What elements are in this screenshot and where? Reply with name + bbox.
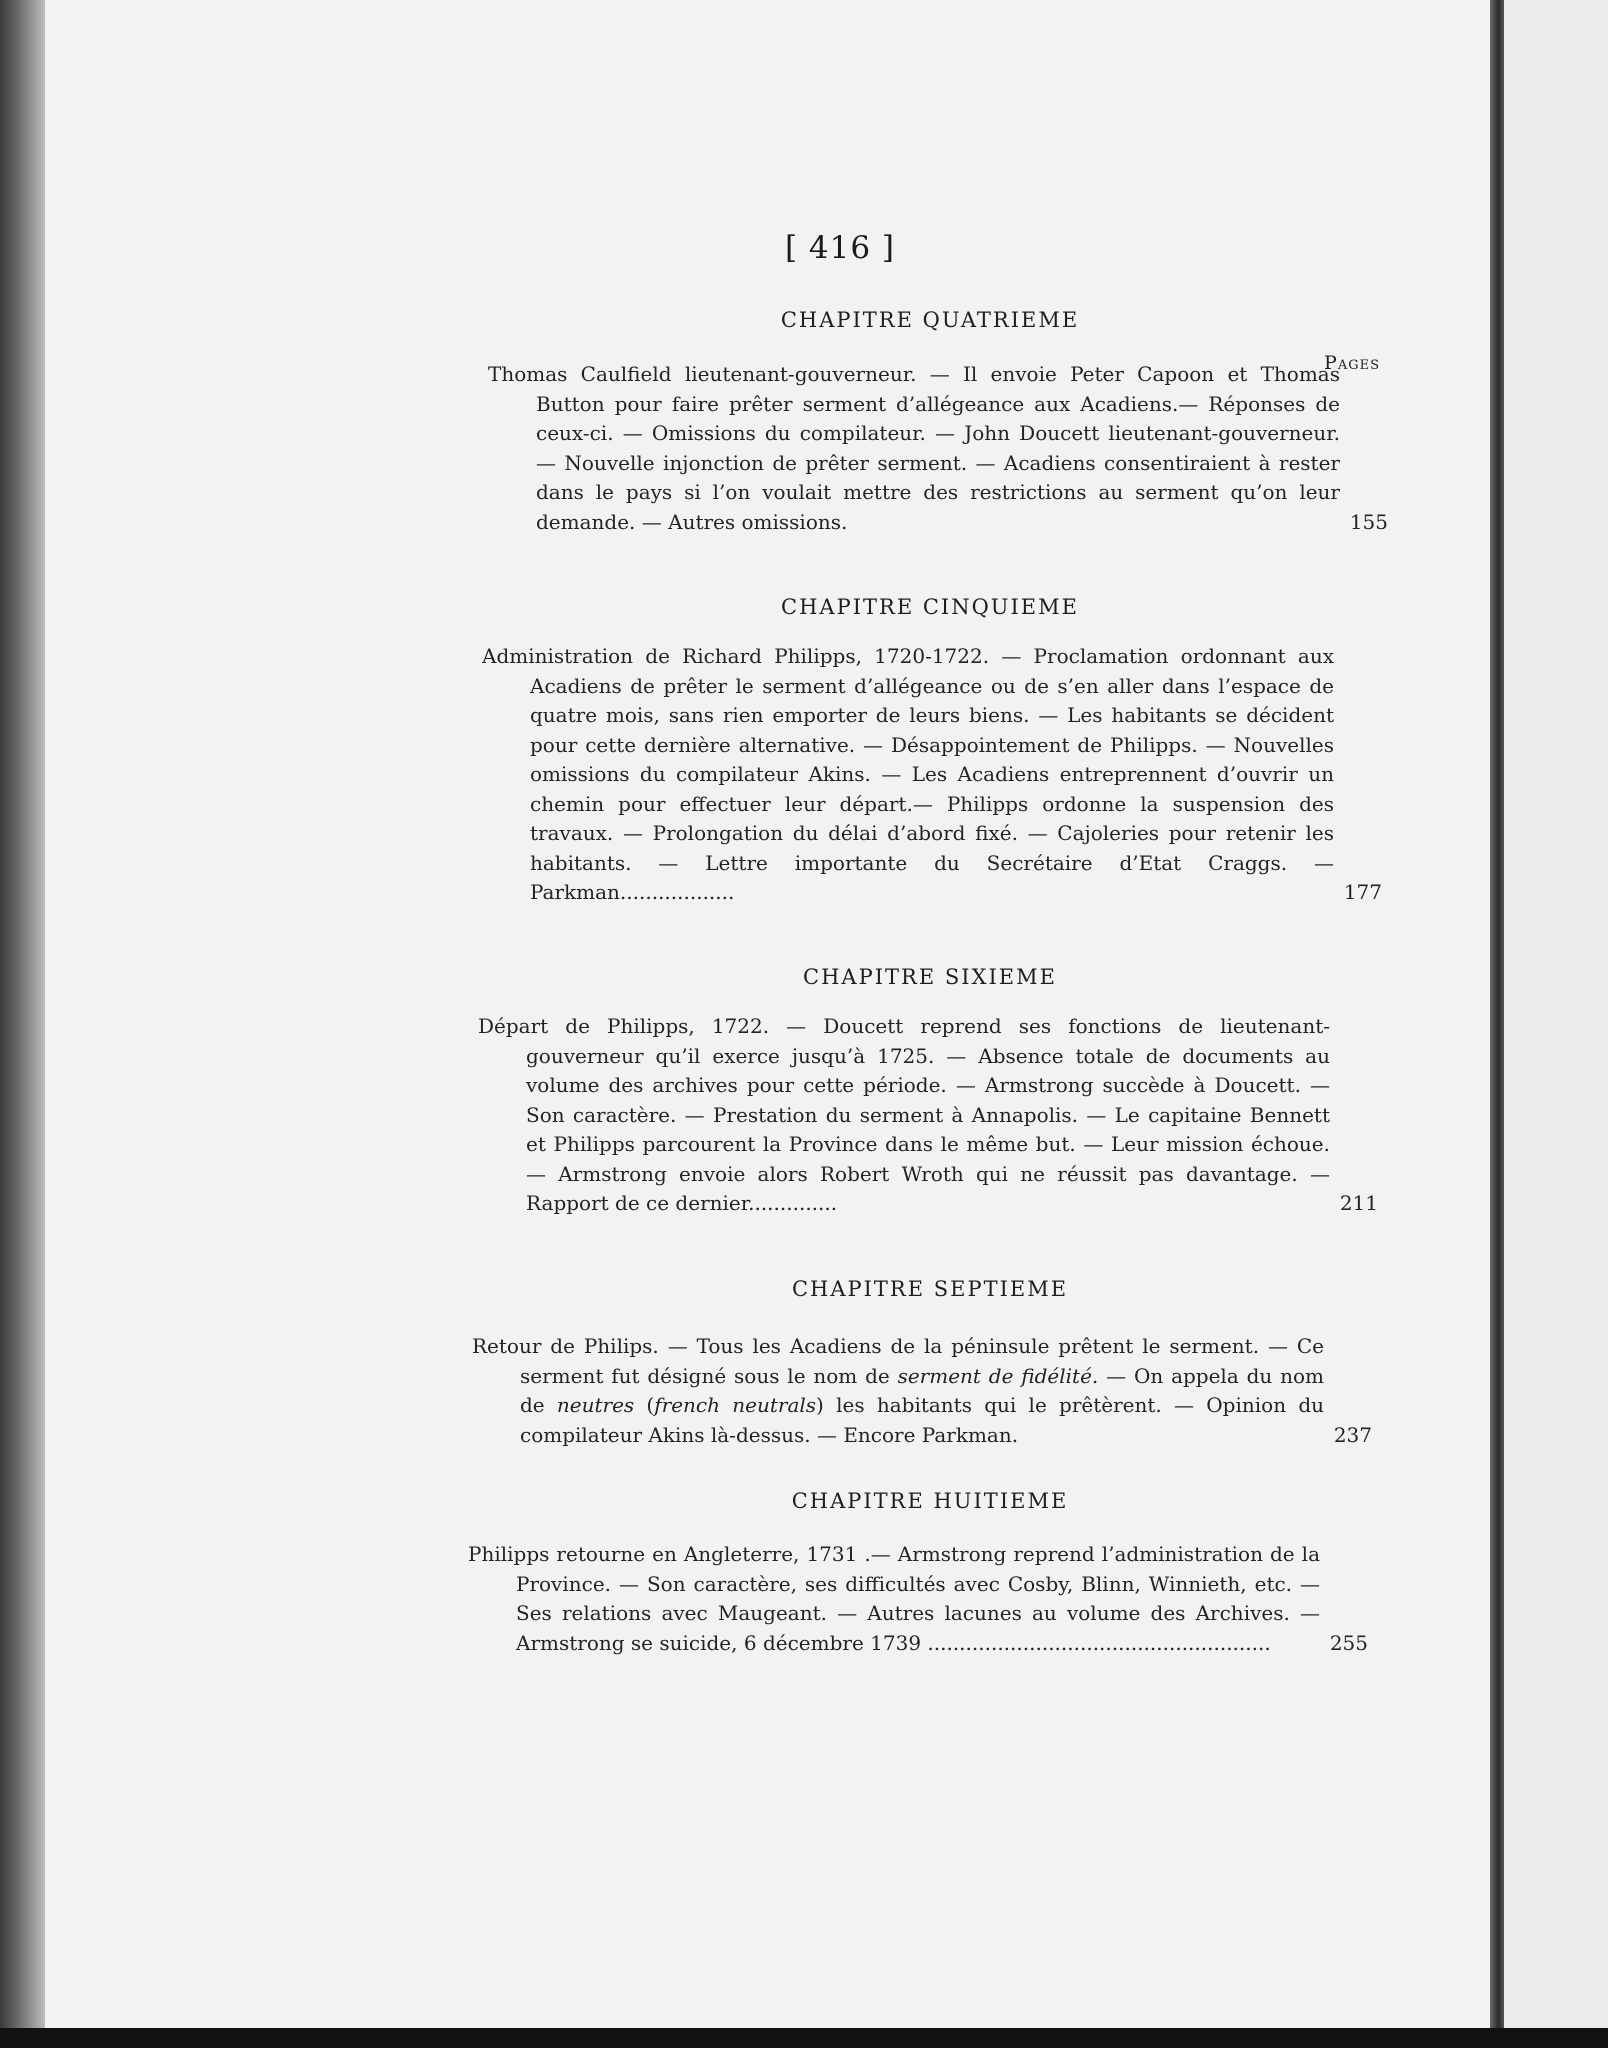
chapter-8-text: Philipps retourne en Angleterre, 1731 .— Armstrong reprend l’administration de la Province. — Son caractère, ses difficultés avec Cosby, Blinn, Winnieth, etc. — Ses relations avec Maugeant. — Autres lacunes au volume des Archives. — Armstrong se suicide, 6 décembre 1739 ...................................................... bbox=[468, 1542, 1320, 1655]
chapter-7-summary bbox=[472, 1332, 1372, 1450]
italic-serment-de-fidelite: serment de fidélité. bbox=[897, 1363, 1099, 1388]
chapter-8-page: 255 bbox=[1329, 1630, 1368, 1655]
chapter-4-summary bbox=[488, 360, 1388, 537]
chapter-8-title: CHAPITRE HUITIEME bbox=[791, 1489, 1069, 1513]
italic-french-neutrals: french neutrals bbox=[654, 1393, 817, 1417]
chapter-5-title: CHAPITRE CINQUIEME bbox=[781, 595, 1079, 619]
chapter-4-page: 155 bbox=[1349, 509, 1388, 534]
chapter-5-page: 177 bbox=[1343, 880, 1382, 904]
chapter-7-page: 237 bbox=[1333, 1422, 1372, 1447]
adjacent-page-strip bbox=[1504, 0, 1608, 2028]
chapter-6-summary bbox=[478, 1012, 1378, 1219]
chapter-6-title: CHAPITRE SIXIEME bbox=[803, 965, 1057, 989]
chapter-6-page: 211 bbox=[1339, 1191, 1378, 1215]
chapter-5-summary bbox=[482, 642, 1382, 908]
page-gutter-shadow bbox=[1490, 0, 1504, 2028]
page-number: [ 416 ] bbox=[784, 230, 896, 266]
chapter-7-title: CHAPITRE SEPTIEME bbox=[791, 1277, 1069, 1301]
italic-neutres: neutres bbox=[556, 1393, 635, 1417]
chapter-7-text: Retour de Philips. — Tous les Acadiens de la péninsule prêtent le serment. — Ce serment fut désigné sous le nom de serment de fidélité. — On appela du nom de neutres (french neutrals) les habitants qui le prêtèrent. — Opinion du compilateur Akins là-dessus. — Encore Parkman. bbox=[472, 1334, 1325, 1447]
binding-shadow-left bbox=[0, 0, 45, 2048]
pages-column-header: Pages bbox=[1324, 352, 1380, 374]
chapter-4-title: CHAPITRE QUATRIEME bbox=[780, 308, 1080, 332]
chapter-6-text: Départ de Philipps, 1722. — Doucett reprend ses fonctions de lieutenant-gouverneur qu’il exerce jusqu’à 1725. — Absence totale de documents au volume des archives pour cette période. — Armstrong succède à Doucett. — Son caractère. — Prestation du serment à Annapolis. — Le capitaine Bennett et Philipps parcourent la Province dans le même but. — Leur mission échoue. — Armstrong envoie alors Robert Wroth qui ne réussit pas davantage. — Rapport de ce dernier.............. bbox=[478, 1014, 1330, 1215]
scan-bottom-border bbox=[0, 2028, 1608, 2048]
chapter-8-summary bbox=[468, 1540, 1368, 1658]
chapter-4-text: Thomas Caulfield lieutenant-gouverneur. — Il envoie Peter Capoon et Thomas Button pour faire prêter serment d’allégeance aux Acadiens.— Réponses de ceux-ci. — Omissions du compilateur. — John Doucett lieutenant-gouverneur. — Nouvelle injonction de prêter serment. — Acadiens consentiraient à rester dans le pays si l’on voulait mettre des restrictions au serment qu’on leur demande. — Autres omissions. bbox=[488, 362, 1340, 534]
chapter-5-text: Administration de Richard Philipps, 1720-1722. — Proclamation ordonnant aux Acadiens de prêter le serment d’allégeance ou de s’en aller dans l’espace de quatre mois, sans rien emporter de leurs biens. — Les habitants se décident pour cette dernière alternative. — Désappointement de Philipps. — Nouvelles omissions du compilateur Akins. — Les Acadiens entreprennent d’ouvrir un chemin pour effectuer leur départ.— Philipps ordonne la suspension des travaux. — Prolongation du délai d’abord fixé. — Cajoleries pour retenir les habitants. — Lettre importante du Secrétaire d’Etat Craggs. — Parkman.................. bbox=[482, 644, 1334, 904]
